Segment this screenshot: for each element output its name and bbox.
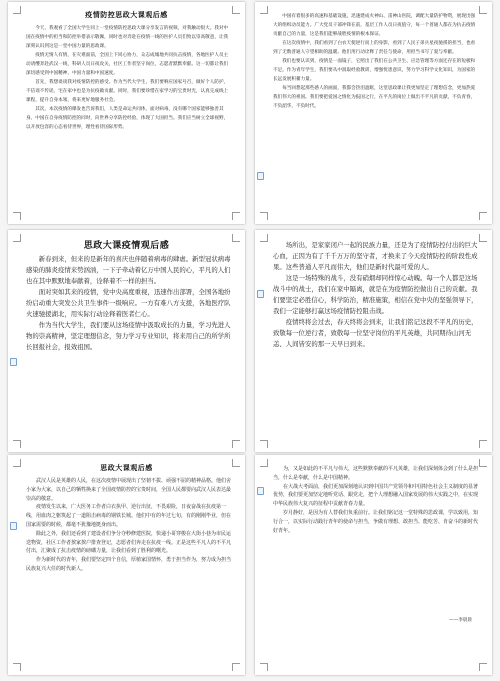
- crop-mark: [232, 663, 240, 671]
- paragraph: 疫情发生以来，广大医务工作者白衣执甲、逆行出征，不畏艰险，日夜奋战在抗疫第一线，用血肉之躯筑起了一道阻击病毒的钢铁长城。他们中有的年过七旬，有的刚刚毕业，但在国家需要的时候，都毫不犹豫地挺身而出。: [26, 504, 232, 528]
- document-page-5: [8, 455, 245, 675]
- page-title: 思政大课疫情观后感: [83, 241, 170, 251]
- crop-mark: [479, 663, 487, 671]
- paragraph: 在这次疫情中，我们看到了白衣天使逆行而上的身影，看到了人民子弟兵星夜驰援的担当，也看到了无数普通人守望相助的温暖。他们用行动诠释了责任与使命，用担当书写了爱与奉献。: [273, 41, 476, 55]
- crop-mark: [260, 6, 268, 14]
- paragraph: 作为新时代的青年，我们要坚定四个自信，厚植家国情怀，勇于担当作为，努力成为担当民族复兴大任的时代新人。: [26, 557, 232, 572]
- paragraph: 新春到来，但来的是新年的喜庆也伴随着病毒的肆虐。新型冠状病毒感染的肺炎疫情来势汹汹，一下子牵动着亿万中国人民的心，平凡的人们也在其中默默地奉献着，诠释着不一样的担当。: [26, 255, 231, 285]
- crop-mark: [479, 212, 487, 220]
- crop-mark: [260, 663, 268, 671]
- document-page-2: [255, 2, 492, 224]
- crop-mark: [232, 212, 240, 220]
- page-title: 思政大课观后感: [100, 464, 153, 472]
- document-page-6: [255, 455, 492, 675]
- paragraph: 每当回想起那些感人的画面，我都会热泪盈眶，这堂思政课让我更加坚定了理想信念，更加热爱我们伟大的祖国。我们要把爱国之情化为报国之行，在平凡的岗位上做出不平凡的贡献，不负青春，不负韶华，不负时代。: [273, 86, 476, 109]
- paragraph: 作为当代大学生，我们要从这场疫情中汲取成长的力量，学习先进人物的崇高精神，坚定理想信念，努力学习专业知识，将来用自己的所学所长回报社会，报效祖国。: [26, 321, 231, 351]
- paragraph: 其次，本次疫情的爆发也告诉我们，人类是命运共同体，面对病毒，没有哪个国家能够独善其身。中国在自身疫情防控的同时，向世界分享防控经验，体现了大国担当。我们应当树立全球视野，以开放包容的心态看待世界，理性看待国际形势。: [26, 107, 229, 130]
- paragraph: 在大战大考面前，我们更加深刻地认识到中国共产党领导和中国特色社会主义制度的显著优势，我们要更加坚定地听党话、跟党走，把个人理想融入国家发展的伟大实践之中，在实现中华民族伟大复兴的征程中贡献青春力量。: [273, 483, 479, 508]
- page-body: [273, 240, 478, 350]
- paragraph-mark-icon[interactable]: [257, 487, 264, 495]
- page-title: 疫情防控思政大课观后感: [85, 11, 168, 19]
- crop-mark: [260, 212, 268, 220]
- page-body: [273, 12, 478, 111]
- paragraph: 场所出，是家家闭户一起的民族力量，还是为了疫情防控付出的巨大心血，正因为有了千千万万的坚守者，才换来了今天疫情防控的阶段性成果。这些普通人平凡而伟大，他们是新时代最可爱的人。: [273, 241, 478, 271]
- paragraph: 中国有着很多的高速和基础设施，迅速建成火神山、雷神山医院，调配大量防护物资，展现出强大的组织动员能力。广大党员干部冲锋在前，基层工作人员日夜值守，每一个普通人都在为抗击疫情贡献自己的力量，这是我们能够战胜疫情的根本保证。: [273, 14, 476, 37]
- paragraph: 首先，我想谈谈我对疫情防控的感受。作为当代大学生，我们要响应国家号召，做好个人防护，不信谣不传谣，宅在家中也是为抗疫做贡献。同时，我们要珍惜在家学习的宝贵时光，认真完成线上课程，提升自身本领，将来更好地服务社会。: [26, 80, 229, 103]
- paragraph: 除此之外，我们还看到了建设者们争分夺秒修建医院，快递小哥穿梭在大街小巷为市民运送物资，社区工作者挨家挨户排查登记，志愿者们奔走在抗疫一线。正是这些平凡人的不平凡付出，汇聚成了抗击疫情的磅礴力量，让我们看到了胜利的曙光。: [26, 530, 232, 555]
- page-body: [273, 465, 478, 535]
- paragraph: 我们也要认识到，疫情是一面镜子，它照出了我们在公共卫生、应急管理等方面还存在的短板和不足。作为青年学生，我们要从中汲取经验教训，增强忧患意识，努力学习科学文化知识，为国家的长远发展积蓄力量。: [273, 59, 476, 82]
- paragraph: 这是一场特殊的战斗，没有硝烟却同样惊心动魄。每一个人都是这场战斗中的战士，我们在家中隔离，就是在为疫情防控做出自己的贡献。我们要坚定必胜信心，科学防治，精准施策，相信在党中央的坚强领导下，我们一定能够打赢这场疫情防控阻击战。: [273, 274, 478, 315]
- paragraph: 面对突如其来的疫情，党中央高度重视，迅速作出部署，全国各地纷纷启动重大突发公共卫生事件一级响应。一方有难八方支援，各地医疗队火速驰援湖北，用实际行动诠释着医者仁心。: [26, 288, 231, 318]
- paragraph-mark-icon[interactable]: [10, 358, 17, 366]
- paragraph: 疫情无情人有情，在灾难面前，全国上下同心协力，众志成城地共同抗击疫情，各地医护人员主动请缨奔赴武汉一线，科研人员日夜攻关，社区工作者坚守岗位，志愿者默默奉献。这一切都让我们深切感受到中国精神、中国力量和中国速度。: [26, 53, 229, 76]
- crop-mark: [13, 459, 21, 467]
- paragraph-mark-icon[interactable]: [257, 290, 264, 298]
- paragraph: 为，又是如此的不平凡与伟大，这些默默奉献的平凡英雄，让我们深刻体会到了什么是担当，什么是奉献，什么是中国精神。: [273, 466, 479, 481]
- page-body: [26, 254, 231, 353]
- crop-mark: [13, 234, 21, 242]
- paragraph: 疫情终将会过去，春天终将会到来，让我们铭记这段不平凡的历史，致敬每一位逆行者，致敬每一位坚守岗位的平凡英雄，共同期待山河无恙、人间皆安的那一天早日到来。: [273, 318, 478, 348]
- crop-mark: [13, 663, 21, 671]
- crop-mark: [232, 234, 240, 242]
- crop-mark: [260, 440, 268, 448]
- crop-mark: [232, 6, 240, 14]
- crop-mark: [260, 234, 268, 242]
- crop-mark: [260, 459, 268, 467]
- paragraph: 今天，我观看了全国大学生同上一堂疫情防控思政大课分享发言的视频，对我触动很大。我对中国在疫情中的担当和防控举措表示敬佩，同时也对奔赴在疫情一线的医护人员们致以崇高敬意，让我深刻认识到这是一堂中国力量的思政课。: [26, 26, 229, 49]
- paragraph: 岁月静好，是因为有人替我们负重前行。让我们铭记这一堂特殊的思政课，学以致用，知行合一，以实际行动践行青年的使命与担当，争做有理想、敢担当、能吃苦、肯奋斗的新时代好青年。: [273, 509, 479, 534]
- paragraph-mark-icon[interactable]: [10, 522, 17, 530]
- crop-mark: [479, 440, 487, 448]
- document-page-1: [8, 2, 245, 224]
- crop-mark: [232, 459, 240, 467]
- crop-mark: [13, 440, 21, 448]
- page-body: [26, 477, 231, 574]
- crop-mark: [479, 234, 487, 242]
- crop-mark: [232, 440, 240, 448]
- author-signature: ——李晨晨: [449, 618, 472, 623]
- crop-mark: [13, 6, 21, 14]
- crop-mark: [479, 6, 487, 14]
- paragraph-mark-icon[interactable]: [257, 172, 264, 180]
- paragraph: 武汉人民是英雄的人民，在这次疫情中展现出了坚韧不拔、顽强不屈的精神品格。他们舍小家为大家，以自己的牺牲换来了全国疫情防控的宝贵时间，全国人民都要向武汉人民表达最崇高的敬意。: [26, 478, 232, 502]
- page-body: [26, 24, 231, 132]
- document-page-4: [255, 230, 492, 452]
- crop-mark: [479, 459, 487, 467]
- document-page-3: [8, 230, 245, 452]
- crop-mark: [13, 212, 21, 220]
